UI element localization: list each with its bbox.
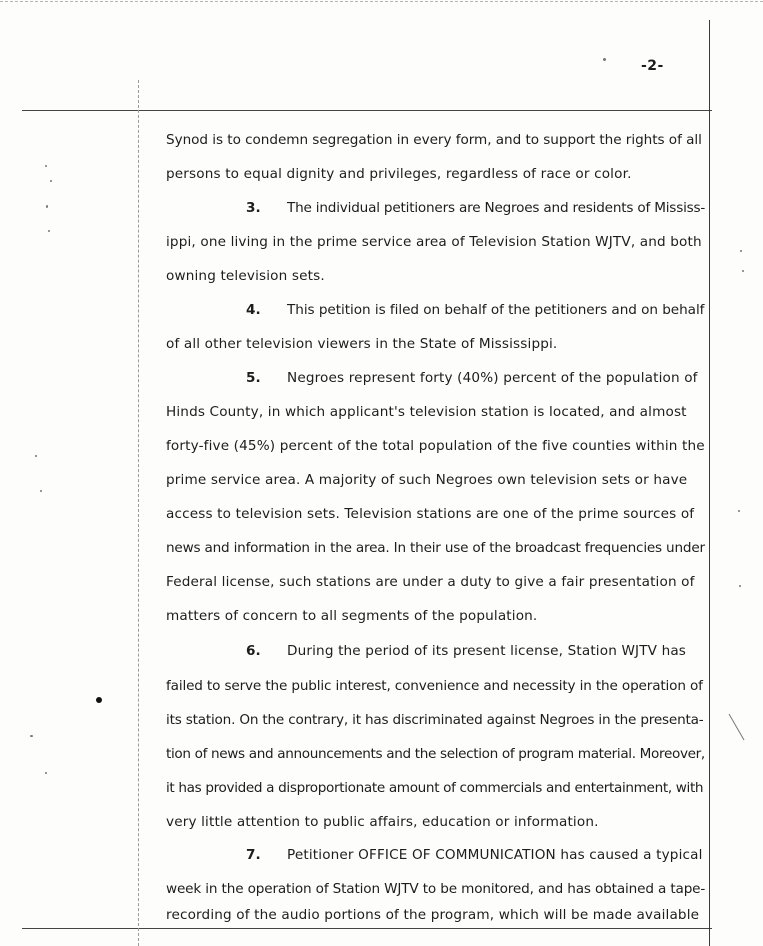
text-line: ippi, one living in the prime service area of Television Station WJTV, and both	[166, 234, 702, 250]
text-line: very little attention to public affairs, education or information.	[166, 814, 599, 830]
paragraph-number: 5.	[246, 370, 261, 386]
paragraph-number: 4.	[246, 302, 261, 318]
paragraph-number: 3.	[246, 200, 261, 216]
text-line: Petitioner OFFICE OF COMMUNICATION has caused a typical	[287, 847, 703, 863]
text-line: of all other television viewers in the State of Mississippi.	[166, 336, 558, 352]
text-line: tion of news and announcements and the selection of program material. Moreover,	[166, 746, 705, 762]
paragraph-number: 6.	[246, 643, 261, 659]
text-line: access to television sets. Television stations are one of the prime sources of	[166, 506, 695, 522]
page-number: -2-	[641, 58, 664, 74]
text-line: recording of the audio portions of the program, which will be made available	[166, 907, 700, 923]
scan-dot	[96, 697, 102, 703]
bottom-horizontal-rule	[22, 928, 712, 929]
text-line: Federal license, such stations are under a duty to give a fair presentation of	[166, 574, 695, 590]
top-horizontal-rule	[22, 110, 712, 111]
text-line: forty-five (45%) percent of the total population of the five counties within the	[166, 438, 705, 454]
text-line: owning television sets.	[166, 268, 325, 284]
text-line: week in the operation of Station WJTV to be monitored, and has obtained a tape-	[166, 881, 706, 897]
text-line: its station. On the contrary, it has discriminated against Negroes in the presenta-	[166, 712, 704, 728]
text-line: This petition is filed on behalf of the petitioners and on behalf	[287, 302, 705, 318]
text-line: matters of concern to all segments of the population.	[166, 608, 538, 624]
text-line: During the period of its present license, Station WJTV has	[287, 643, 687, 659]
text-line: prime service area. A majority of such Negroes own television sets or have	[166, 472, 688, 488]
right-margin-line	[709, 20, 710, 946]
text-line: failed to serve the public interest, convenience and necessity in the operation of	[166, 678, 703, 694]
text-line: The individual petitioners are Negroes and residents of Mississ-	[287, 200, 706, 216]
margin-bracket	[729, 714, 745, 740]
paragraph-number: 7.	[246, 847, 261, 863]
text-line: persons to equal dignity and privileges, regardless of race or color.	[166, 166, 632, 182]
top-dashed-rule	[0, 1, 763, 2]
text-line: Synod is to condemn segregation in every form, and to support the rights of all	[166, 132, 702, 148]
left-margin-line	[138, 80, 139, 946]
text-line: Negroes represent forty (40%) percent of the population of	[287, 370, 698, 386]
text-line: it has provided a disproportionate amount of commercials and entertainment, with	[166, 780, 704, 796]
text-line: news and information in the area. In their use of the broadcast frequencies under	[166, 540, 705, 556]
text-line: Hinds County, in which applicant's television station is located, and almost	[166, 404, 687, 420]
